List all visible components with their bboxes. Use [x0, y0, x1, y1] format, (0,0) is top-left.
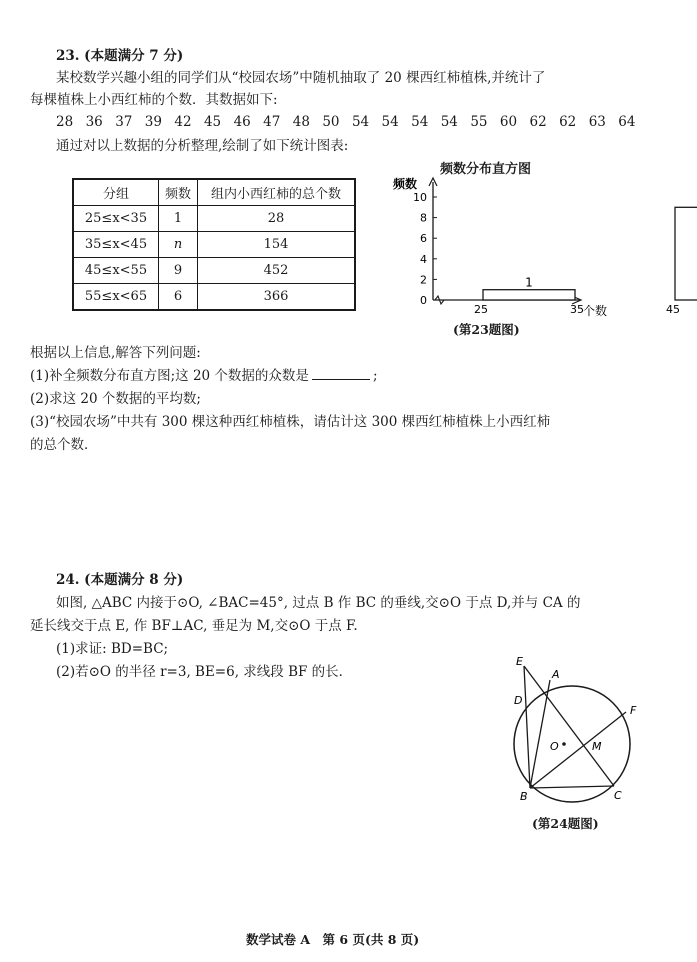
q24-part2: (2)若⊙O 的半径 r=3, BE=6, 求线段 BF 的长． [56, 664, 353, 680]
q23-figure-caption: (第23题图) [453, 322, 520, 337]
table-cell: 452 [198, 258, 356, 284]
data-value: 42 [174, 114, 192, 130]
q23-data-values [56, 114, 648, 130]
point-label: D [514, 694, 523, 707]
data-value: 55 [470, 114, 488, 130]
y-tick-label: 6 [420, 232, 427, 246]
x-axis-label: 个数 [583, 304, 608, 318]
center-o-dot [562, 742, 566, 746]
table-cell: 25≤x<35 [73, 206, 159, 232]
x-tick-label: 25 [474, 303, 488, 316]
data-value: 37 [115, 114, 133, 130]
line-ec [524, 666, 614, 786]
data-value: 50 [322, 114, 340, 130]
q24-line2: 延长线交于点 E, 作 BF⊥AC, 垂足为 M,交⊙O 于点 F. [30, 618, 358, 634]
table-cell: 9 [159, 258, 198, 284]
data-value: 60 [499, 114, 518, 130]
q23-part1-text: (1)补全频数分布直方图;这 20 个数据的众数是 [30, 368, 309, 384]
data-value: 48 [292, 114, 310, 130]
table-header: 组内小西红柿的总个数 [198, 179, 356, 206]
point-label: A [552, 668, 560, 681]
table-cell: 28 [198, 206, 356, 232]
y-tick-label: 0 [420, 294, 427, 307]
table-cell: 35≤x<45 [73, 232, 159, 258]
table-cell: n [159, 232, 198, 258]
data-value: 54 [351, 114, 370, 130]
point-label: C [614, 789, 622, 802]
q23-part2: (2)求这 20 个数据的平均数; [30, 391, 201, 407]
frequency-table [72, 178, 356, 311]
table-cell: 154 [198, 232, 356, 258]
point-label: E [516, 655, 523, 668]
answer-blank [312, 367, 370, 380]
table-header: 分组 [73, 179, 159, 206]
table-cell: 1 [159, 206, 198, 232]
line-bc [530, 786, 614, 788]
line-bf [530, 712, 626, 788]
table-cell: 366 [198, 284, 356, 311]
data-value: 62 [559, 114, 577, 130]
data-value: 54 [411, 114, 429, 130]
x-tick-label: 45 [666, 303, 680, 316]
table-header: 频数 [159, 179, 198, 206]
data-value: 47 [263, 114, 281, 130]
q23-part3-line2: 的总个数． [30, 437, 98, 453]
page-footer: 数学试卷 A 第 6 页(共 8 页) [246, 932, 420, 947]
table-cell: 6 [159, 284, 198, 311]
bar-data-label: 1 [525, 275, 533, 290]
data-value: 36 [85, 114, 103, 130]
q23-intro-line1: 某校数学兴趣小组的同学们从“校园农场”中随机抽取了 20 棵西红柿植株,并统计了 [56, 70, 546, 86]
circle-geometry-figure [500, 652, 660, 812]
table-row [73, 232, 355, 258]
q24-header: 24. (本题满分 8 分) [56, 572, 184, 588]
table-header-row [73, 179, 355, 206]
table-cell: 45≤x<55 [73, 258, 159, 284]
y-tick-label: 10 [413, 191, 427, 204]
data-value: 39 [144, 114, 162, 130]
q24-part1: (1)求证: BD=BC; [56, 641, 169, 657]
histogram-title: 频数分布直方图 [440, 162, 532, 177]
q23-intro-line2: 每棵植株上小西红柿的个数．其数据如下: [30, 92, 278, 108]
line-eb [524, 666, 530, 788]
y-tick-label: 4 [420, 252, 427, 266]
x-tick-label: 35 [570, 303, 584, 316]
y-axis-label: 频数 [393, 177, 418, 191]
data-value: 28 [56, 114, 74, 130]
q23-part1-end: ; [372, 368, 378, 384]
histogram-bar [483, 290, 575, 300]
histogram-chart [385, 172, 680, 322]
data-value: 54 [440, 114, 458, 130]
data-value: 63 [588, 114, 606, 130]
data-value: 62 [529, 114, 547, 130]
point-label: M [592, 740, 602, 753]
data-value: 45 [203, 114, 222, 130]
table-row [73, 258, 355, 284]
histogram-bar [675, 207, 697, 300]
point-label: B [520, 790, 528, 803]
q24-line1: 如图, △ABC 内接于⊙O, ∠BAC=45°, 过点 B 作 BC 的垂线,交⊙O 于点 D,并与 CA 的 [56, 595, 581, 611]
table-cell: 55≤x<65 [73, 284, 159, 311]
table-row [73, 206, 355, 232]
point-label: F [630, 704, 637, 717]
data-value: 64 [618, 114, 636, 130]
q23-instruction: 根据以上信息,解答下列问题: [30, 345, 201, 361]
point-label: O [550, 740, 559, 753]
q23-part3-line1: (3)“校园农场”中共有 300 棵这种西红柿植株，请估计这 300 棵西红柿植株上小西红柿 [30, 414, 551, 430]
y-tick-label: 8 [420, 211, 427, 225]
y-tick-label: 2 [420, 273, 427, 287]
q23-intro-line3: 通过对以上数据的分析整理,绘制了如下统计图表: [56, 138, 349, 154]
q24-figure-caption: (第24题图) [532, 816, 599, 831]
table-row [73, 284, 355, 311]
data-value: 54 [381, 114, 399, 130]
data-value: 46 [233, 114, 251, 130]
q23-part1 [30, 367, 378, 385]
q23-header: 23. (本题满分 7 分) [56, 48, 184, 64]
